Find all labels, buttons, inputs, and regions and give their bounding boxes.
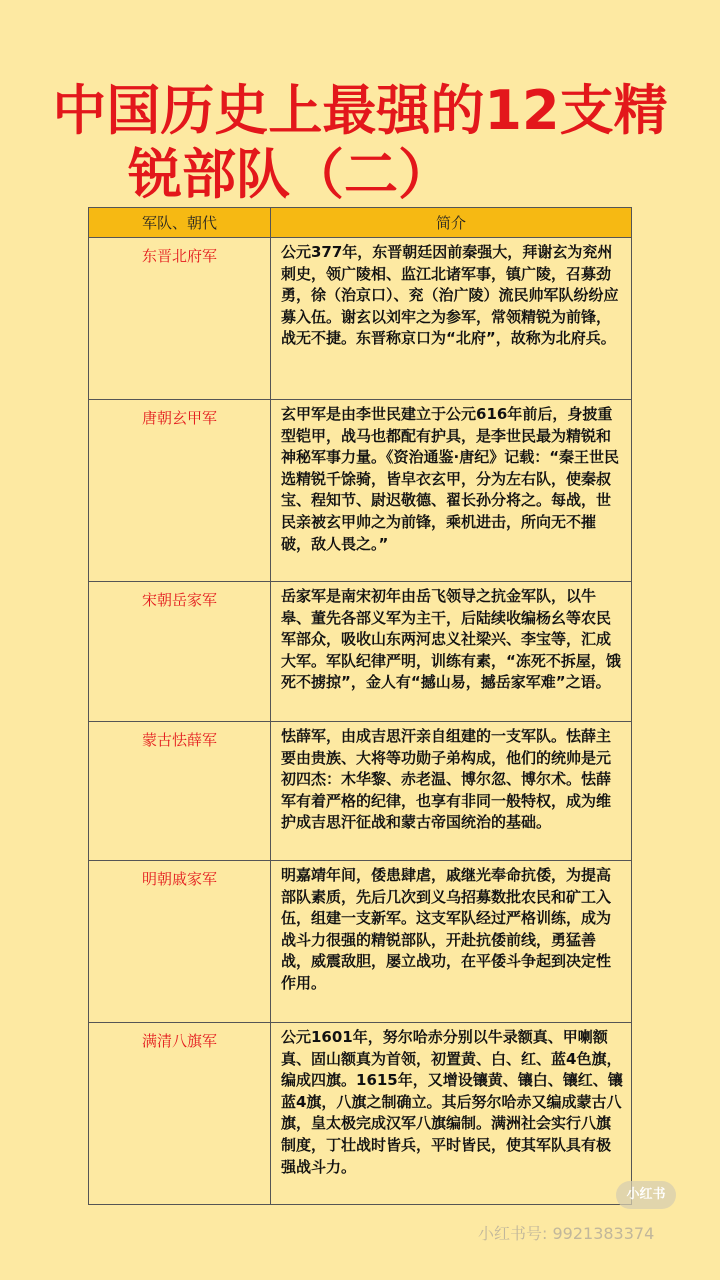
watermark-account-id: 小红书号: 9921383374 <box>478 1224 655 1243</box>
table-row <box>89 582 632 722</box>
army-name: 东晋北府军 <box>89 238 271 400</box>
army-table <box>88 207 632 1205</box>
table-row <box>89 1023 632 1205</box>
army-description: 公元1601年，努尔哈赤分别以牛录额真、甲喇额真、固山额真为首领，初置黄、白、红、蓝4色旗，编成四旗。1615年，又增设镶黄、镶白、镶红、镶蓝4旗，八旗之制确立。其后努尔哈赤又编成蒙古八旗，皇太极完成汉军八旗编制。满洲社会实行八旗制度，丁壮战时皆兵，平时皆民，使其军队具有极强战斗力。 <box>271 1023 632 1205</box>
army-name: 满清八旗军 <box>89 1023 271 1205</box>
army-name: 明朝戚家军 <box>89 861 271 1023</box>
army-description: 公元377年，东晋朝廷因前秦强大，拜谢玄为兖州刺史，领广陵相、监江北诸军事，镇广陵，召募劲勇，徐（治京口）、兖（治广陵）流民帅军队纷纷应募入伍。谢玄以刘牢之为参军，常领精锐为前锋，战无不捷。东晋称京口为“北府”，故称为北府兵。 <box>271 238 632 400</box>
table-row <box>89 722 632 861</box>
army-name: 蒙古怯薛军 <box>89 722 271 861</box>
page-title-line-1: 中国历史上最强的12支精 <box>52 79 668 142</box>
army-description: 玄甲军是由李世民建立于公元616年前后，身披重型铠甲，战马也都配有护具，是李世民最为精锐和神秘军事力量。《资治通鉴·唐纪》记载：“秦王世民选精锐千馀骑，皆皁衣玄甲，分为左右队，使秦叔宝、程知节、尉迟敬德、翟长孙分将之。每战，世民亲被玄甲帅之为前锋，乘机进击，所向无不摧破，敌人畏之。” <box>271 400 632 582</box>
table-header-row <box>89 208 632 238</box>
army-description: 怯薛军，由成吉思汗亲自组建的一支军队。怯薛主要由贵族、大将等功勋子弟构成，他们的统帅是元初四杰：木华黎、赤老温、博尔忽、博尔术。怯薛军有着严格的纪律，也享有非同一般特权，成为维护成吉思汗征战和蒙古帝国统治的基础。 <box>271 722 632 861</box>
army-description: 明嘉靖年间，倭患肆虐，戚继光奉命抗倭，为提高部队素质，先后几次到义乌招募数批农民和矿工入伍，组建一支新军。这支军队经过严格训练，成为战斗力很强的精锐部队，开赴抗倭前线，勇猛善战，威震敌胆，屡立战功，在平倭斗争起到决定性作用。 <box>271 861 632 1023</box>
army-name: 唐朝玄甲军 <box>89 400 271 582</box>
army-description: 岳家军是南宋初年由岳飞领导之抗金军队，以牛皋、董先各部义军为主干，后陆续收编杨幺等农民军部众，吸收山东两河忠义社梁兴、李宝等，汇成大军。军队纪律严明，训练有素，“冻死不拆屋，饿死不掳掠”，金人有“撼山易，撼岳家军难”之语。 <box>271 582 632 722</box>
xiaohongshu-logo-badge: 小红书 <box>616 1181 676 1209</box>
page-title-line-2: 锐部队（二） <box>128 143 452 206</box>
column-header-army: 军队、朝代 <box>89 208 271 238</box>
table-row <box>89 861 632 1023</box>
table-row <box>89 238 632 400</box>
column-header-desc: 简介 <box>271 208 632 238</box>
army-name: 宋朝岳家军 <box>89 582 271 722</box>
table-row <box>89 400 632 582</box>
